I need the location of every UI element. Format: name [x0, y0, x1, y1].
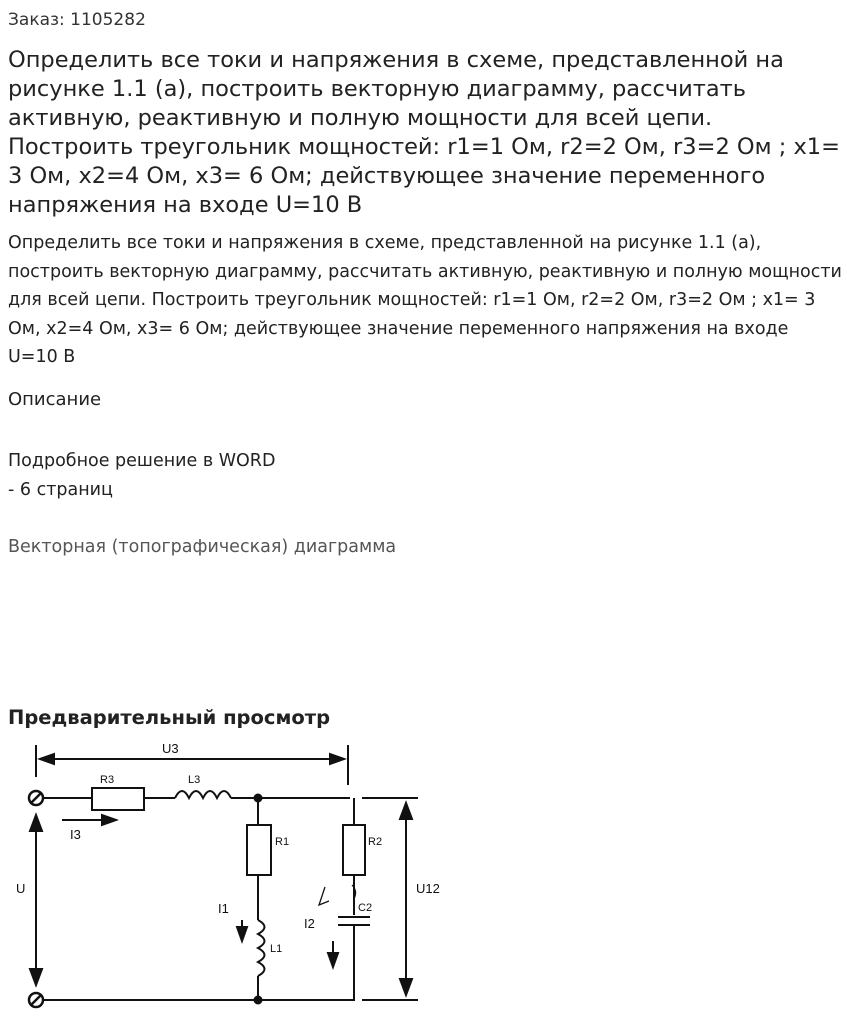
label-l1: L1: [270, 943, 283, 955]
u-arrow-bottom-head: [30, 969, 42, 985]
resistor-r1: [247, 825, 271, 875]
inductor-l3: [175, 791, 231, 798]
order-number: Заказ: 1105282: [8, 10, 146, 30]
i1-arrow-head: [237, 927, 247, 941]
junction-top: [254, 794, 263, 803]
label-u3: U3: [162, 741, 179, 756]
u-arrow-top-head: [30, 815, 42, 831]
resistor-r3: [92, 788, 144, 810]
label-r1: R1: [275, 836, 290, 848]
inductor-l1: [258, 920, 265, 976]
u12-arrow-top-head: [400, 803, 412, 819]
u12-arrow-bottom-head: [400, 979, 412, 995]
label-c2: C2: [358, 902, 373, 914]
i2-arrow-head: [328, 953, 338, 967]
handwritten-l-mark: [319, 887, 329, 905]
vector-diagram-link[interactable]: Векторная (топографическая) диаграмма: [8, 537, 397, 557]
label-i2: I2: [304, 916, 315, 931]
i3-arrow-head: [102, 815, 116, 825]
label-r3: R3: [100, 774, 115, 786]
page-count-text: - 6 страниц: [8, 480, 113, 500]
label-l3: L3: [188, 774, 201, 786]
label-u12: U12: [416, 881, 440, 896]
label-i3: I3: [70, 827, 81, 842]
word-solution-text: Подробное решение в WORD: [8, 451, 276, 471]
u3-arrow-right-head: [330, 754, 344, 764]
label-u: U: [16, 881, 26, 896]
junction-bottom: [254, 996, 263, 1005]
u3-arrow-left-head: [40, 754, 54, 764]
page-title: Определить все токи и напряжения в схеме, представленной на рисунке 1.1 (а), построить векторную диаграмму, рассчитать активную, реактивную и полную мощности для всей цепи. Построить треугольник мощностей: r1=1 Ом, r2=2 Ом, r3=2 Ом ; x1= 3 Ом, x2=4 Ом, x3= 6 Ом; действующее значение переменного напряжения на входе U=10 В: [8, 47, 840, 218]
description-label: Описание: [8, 389, 102, 410]
resistor-r2: [343, 825, 365, 875]
label-r2: R2: [368, 836, 383, 848]
preview-heading: Предварительный просмотр: [8, 706, 331, 729]
circuit-schematic: [0, 735, 460, 1025]
label-i1: I1: [218, 901, 229, 916]
task-description: Определить все токи и напряжения в схеме, представленной на рисунке 1.1 (а), построить векторную диаграмму, рассчитать активную, реактивную и полную мощности для всей цепи. Построить треугольник мощностей: r1=1 Ом, r2=2 Ом, r3=2 Ом ; x1= 3 Ом, x2=4 Ом, x3= 6 Ом; действующее значение переменного напряжения на входе U=10 В: [8, 233, 842, 367]
